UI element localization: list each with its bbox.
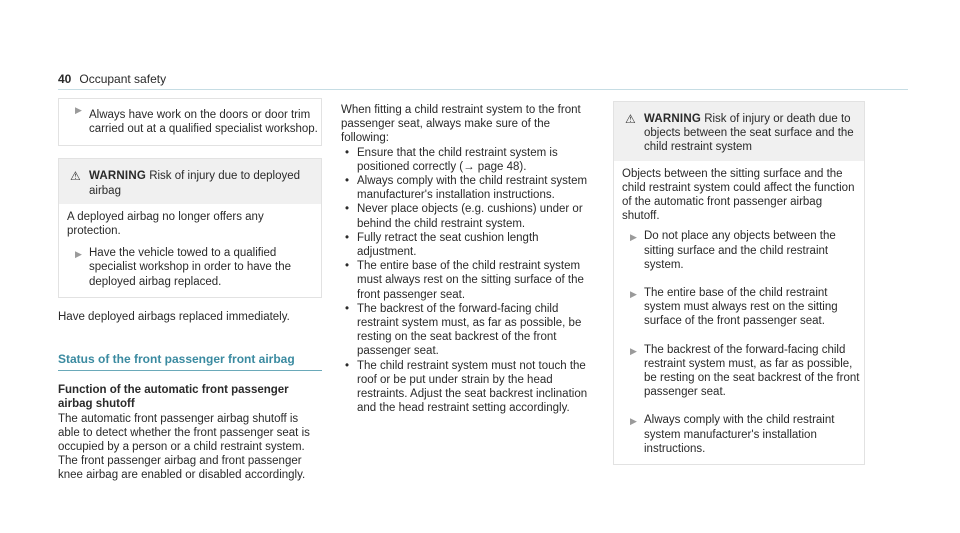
triangle-right-icon: ▶	[630, 232, 637, 243]
warning-body	[59, 204, 321, 238]
list-item	[341, 146, 599, 174]
instruction-box	[58, 98, 322, 146]
body-text: Have deployed airbags replaced immediately.	[58, 310, 290, 323]
step-text: Always have work on the doors or door trim carried out at a qualified specialist workshop.	[89, 109, 318, 136]
warning-icon: ⚠	[70, 169, 81, 184]
step-text: The entire base of the child restraint system must always rest on the sitting surface of the front passenger seat.	[644, 287, 838, 328]
list-item	[341, 359, 599, 416]
warning-title: Risk of injury due to deployed airbag	[89, 170, 301, 197]
body-text: The automatic front passenger airbag shutoff is able to detect whether the front passenger seat is occupied by a person or a child restraint system. The front passenger airbag and front passenger knee airbag are enabled or disabled accordingly.	[58, 412, 310, 482]
list-item	[341, 231, 599, 259]
column-2	[341, 103, 599, 415]
bullet-list	[341, 146, 599, 416]
list-item-text: Never place objects (e.g. cushions) under or behind the child restraint system.	[357, 203, 583, 230]
warning-label: WARNING	[89, 170, 146, 183]
triangle-right-icon: ▶	[630, 345, 637, 356]
warning-box-objects	[613, 101, 865, 465]
triangle-right-icon: ▶	[630, 416, 637, 427]
bullet-dot: •	[345, 231, 350, 244]
list-item	[341, 174, 599, 202]
warning-step	[614, 280, 864, 337]
warning-step	[614, 337, 864, 408]
header-rule	[58, 89, 908, 90]
step-text: Always comply with the child restraint system manufacturer's installation instructions.	[644, 414, 835, 455]
step-text: Have the vehicle towed to a qualified specialist workshop in order to have the deployed airbag replaced.	[89, 247, 291, 288]
section-heading: Status of the front passenger front airbag	[58, 352, 322, 371]
warning-header	[614, 102, 864, 161]
list-item-text: The backrest of the forward-facing child restraint system must, as far as possible, be resting on the seat backrest of the front passenger seat.	[357, 302, 582, 358]
warning-icon: ⚠	[625, 112, 636, 126]
list-item	[341, 259, 599, 302]
instruction-step	[59, 102, 321, 142]
triangle-right-icon: ▶	[630, 289, 637, 300]
warning-step	[59, 238, 321, 297]
bullet-dot: •	[345, 302, 350, 315]
list-item	[341, 202, 599, 230]
warning-label: WARNING	[644, 113, 701, 125]
bullet-dot: •	[345, 175, 350, 188]
triangle-right-icon: ▶	[75, 105, 82, 115]
column-3	[613, 101, 865, 465]
warning-title: Risk of injury or death due to objects between the seat surface and the child restraint system	[644, 113, 854, 154]
intro-text: When fitting a child restraint system to the front passenger seat, always make sure of the following:	[341, 104, 581, 145]
warning-step	[614, 407, 864, 464]
list-item	[341, 302, 599, 359]
step-text: Do not place any objects between the sitting surface and the child restraint system.	[644, 230, 836, 271]
step-text: The backrest of the forward-facing child restraint system must, as far as possible, be resting on the seat backrest of the front passenger seat.	[644, 343, 860, 399]
bullet-dot: •	[345, 146, 350, 159]
warning-text: Objects between the sitting surface and the child restraint system could affect the function of the automatic front passenger airbag shutoff.	[622, 167, 855, 223]
list-item-text: Always comply with the child restraint system manufacturer's installation instructions.	[357, 175, 588, 202]
warning-text: A deployed airbag no longer offers any protection.	[67, 210, 264, 238]
list-item-text: The entire base of the child restraint system must always rest on the sitting surface of the front passenger seat.	[357, 260, 584, 301]
warning-header	[59, 159, 321, 203]
list-item-text: The child restraint system must not touch the roof or be put under strain by the head restraints. Adjust the seat backrest inclination and the head restraint setting accordingly.	[357, 359, 588, 415]
bullet-dot: •	[345, 359, 350, 372]
list-item-text: Ensure that the child restraint system is positioned correctly (→ page 48).	[357, 146, 558, 173]
page-number: 40	[58, 72, 72, 86]
warning-step	[614, 223, 864, 280]
subheading: Function of the automatic front passenger airbag shutoff	[58, 384, 289, 411]
bullet-dot: •	[345, 260, 350, 273]
column-1	[58, 98, 322, 483]
bullet-dot: •	[345, 203, 350, 216]
list-item-text: Fully retract the seat cushion length adjustment.	[357, 231, 539, 259]
page-header	[58, 72, 166, 86]
triangle-right-icon: ▶	[75, 249, 82, 260]
section-name: Occupant safety	[79, 72, 167, 86]
warning-box-deployed-airbag	[58, 158, 322, 297]
warning-body	[614, 161, 864, 224]
